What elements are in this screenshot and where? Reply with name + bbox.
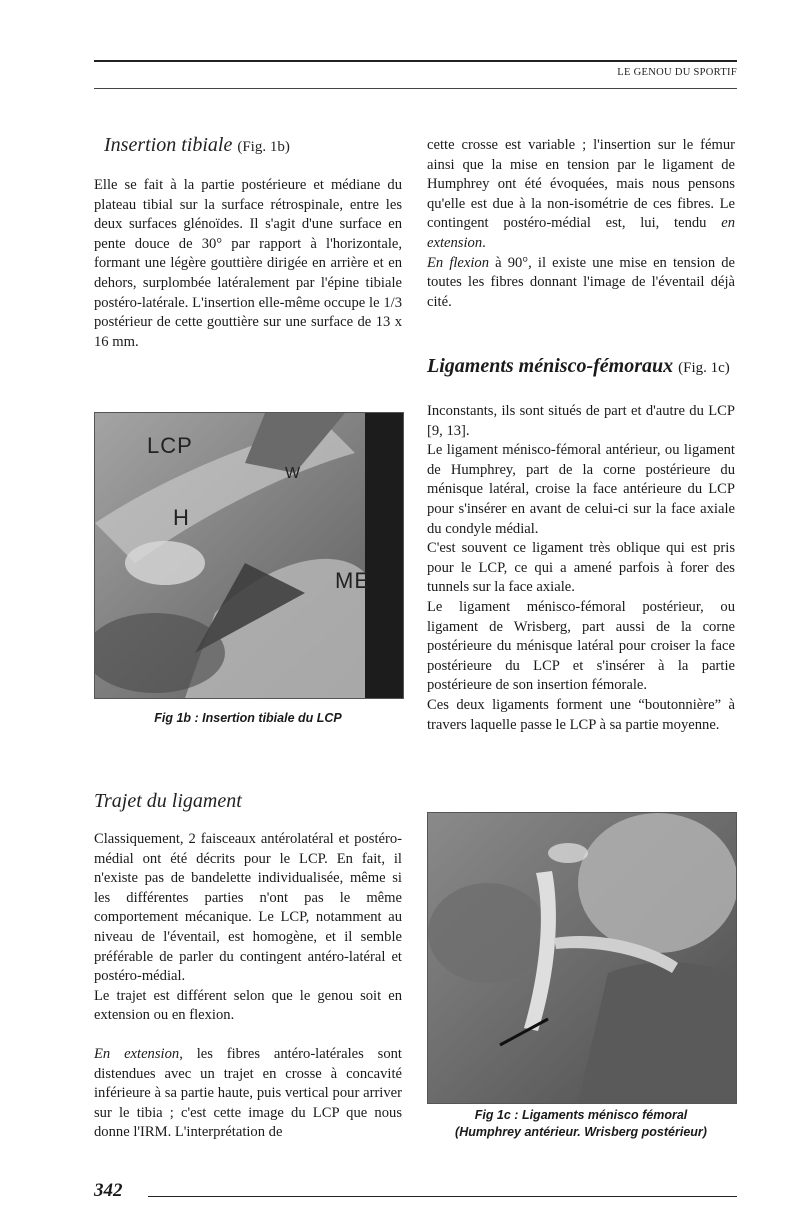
trajet-p3-text: , les fibres antéro-latérales sont distendues avec un trajet en crosse à concavité inférieure à sa partie haute, puis vertical pour arriver sur le tibia ; c'est cette image du LCP que nous donne l'IRM. L'interprétation de <box>94 1045 402 1141</box>
heading-text: Trajet du ligament <box>94 790 242 812</box>
paragraph-continuation <box>427 136 735 312</box>
figure-1c-photo <box>427 812 737 1104</box>
heading-trajet <box>94 790 242 813</box>
lig-p2: Le ligament ménisco-fémoral antérieur, ou ligament de Humphrey, part de la corne postérieure du ménisque latéral, croise la face antérieure du LCP pour s'insérer en avant de celui-ci sur la face axiale du condyle médial. <box>427 442 735 537</box>
paragraph-trajet <box>94 830 402 1143</box>
lig-p4: Le ligament ménisco-fémoral postérieur, ou ligament de Wrisberg, part aussi de la corne postérieure du ménisque latéral pour croiser la face postérieure du LCP et s'insérer à la partie postérieure de son insertion fémorale. <box>427 598 735 694</box>
heading-insertion-tibiale <box>104 134 290 157</box>
figure-1b-image <box>95 413 403 698</box>
figure-ref: (Fig. 1c) <box>678 360 730 376</box>
figure-1b-photo <box>94 412 404 699</box>
page-number: 342 <box>94 1180 123 1201</box>
header-rule <box>94 88 737 89</box>
paragraph-insertion <box>94 176 402 352</box>
cont-p2 <box>427 254 735 313</box>
footer-rule <box>148 1196 737 1197</box>
cont-p2-em: En flexion <box>427 254 490 271</box>
trajet-p2: Le trajet est différent selon que le genou soit en extension ou en flexion. <box>94 987 402 1024</box>
cont-p1-em: en extension <box>427 215 735 251</box>
figure-ref: (Fig. 1b) <box>237 139 290 155</box>
heading-ligaments <box>427 355 730 378</box>
trajet-p3 <box>94 1045 402 1143</box>
running-title: LE GENOU DU SPORTIF <box>617 67 737 78</box>
top-rule <box>94 60 737 62</box>
lig-p5: Ces deux ligaments forment une “boutonnière” à travers laquelle passe le LCP à sa partie moyenne. <box>427 696 735 733</box>
trajet-p1: Classiquement, 2 faisceaux antérolatéral et postéro-médial ont été décrits pour le LCP. En fait, il n'existe pas de bandelette individualisée, même si les différentes parties n'ont pas le même comportement mécanique. Le LCP, notamment au niveau de l'éventail, est homogène, et il semble préférable de parler du contingent antéro-latéral et postéro-médial. <box>94 831 402 985</box>
cont-p1 <box>427 136 735 254</box>
cont-p1-a: cette crosse est variable ; l'insertion sur le fémur ainsi que la mise en tension par le ligament de Humphrey ont été évoquées, mais nous pensons qu'elle est due à la non-isométrie de ces fibres. Le contingent postéro-médial est, lui, tendu <box>427 137 735 232</box>
caption-line-2: (Humphrey antérieur. Wrisberg postérieur) <box>455 1125 707 1139</box>
figure-1c-caption <box>427 1107 735 1141</box>
lig-p1: Inconstants, ils sont situés de part et d'autre du LCP [9, 13]. <box>427 403 735 439</box>
heading-text: Ligaments ménisco-fémoraux <box>427 355 674 377</box>
cont-p1-b: . <box>482 234 486 251</box>
label-me: ME <box>335 568 370 593</box>
figure-1c-image <box>428 813 736 1103</box>
figure-1b-caption: Fig 1b : Insertion tibiale du LCP <box>154 711 342 725</box>
cont-p2-text: à 90°, il existe une mise en tension de toutes les fibres donnant l'image de l'éventail déjà cité. <box>427 254 735 310</box>
heading-text: Insertion tibiale <box>104 134 233 156</box>
caption-line-1: Fig 1c : Ligaments ménisco fémoral <box>474 1108 688 1122</box>
trajet-p3-em: En extension <box>94 1045 180 1062</box>
insertion-text: Elle se fait à la partie postérieure et médiane du plateau tibial sur la surface rétrospinale, entre les deux surfaces glénoïdes. Il s'agit d'une surface en pente douce de 30° par rapport à l'horizontale, formant une légère gouttière dirigée en arrière et en dehors, surplombée latéralement par l'épine tibiale postéro-latérale. L'insertion elle-même occupe le 1/3 postérieur de cette gouttière sur une surface de 13 x 16 mm. <box>94 177 402 350</box>
label-h: H <box>173 505 190 530</box>
lig-p3: C'est souvent ce ligament très oblique qui est pris pour le LCP, ce qui a amené parfois à forer des tunnels sur la face axiale. <box>427 540 735 596</box>
label-lcp: LCP <box>147 433 193 458</box>
label-w: W <box>285 465 302 482</box>
paragraph-ligaments <box>427 402 735 735</box>
